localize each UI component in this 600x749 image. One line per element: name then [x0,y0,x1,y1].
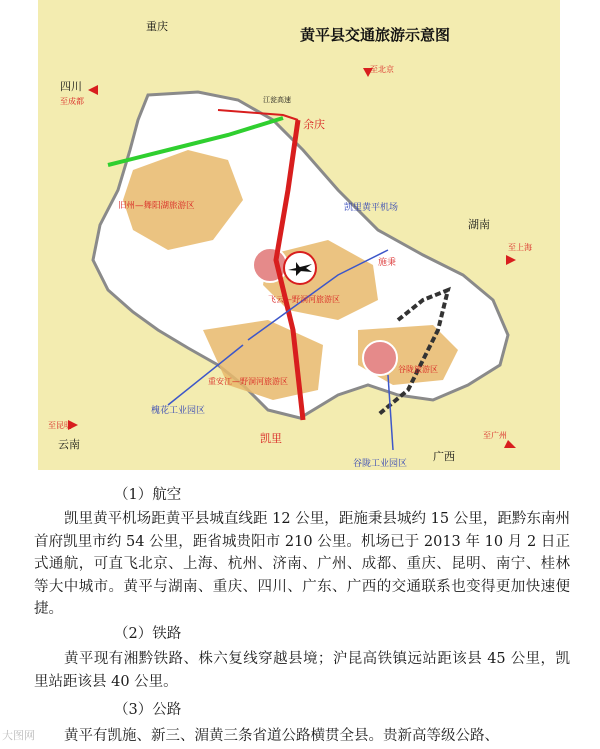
watermark: 大图网 [2,729,35,742]
label-area-gulong: 谷陇旅游区 [398,365,438,374]
label-to-shanghai: 至上海 [508,243,532,252]
label-park-huaihua: 槐花工业园区 [151,406,206,416]
label-chongqing: 重庆 [146,20,168,33]
section-body-highway: 黄平有凯施、新三、湄黄三条省道公路横贯全县。贵新高等级公路、 [64,728,499,744]
label-yunnan: 云南 [58,438,80,451]
label-to-guangzhou: 至广州 [483,431,507,440]
section-heading-highway: （3）公路 [114,702,182,718]
label-airport: 凯里黄平机场 [344,203,399,213]
label-to-kunming: 至昆明 [48,421,72,430]
town-circle-gulong [363,341,397,375]
section-heading-aviation: （1）航空 [114,487,182,503]
label-expressway: 江瓮高速 [263,96,291,104]
traffic-tourism-map [38,0,560,470]
label-hunan: 湖南 [468,218,490,231]
label-area-feiyun: 飞云—野洞河旅游区 [268,295,340,304]
label-guangxi: 广西 [433,450,455,463]
label-kaili: 凯里 [260,432,282,445]
label-yuqing: 余庆 [303,118,325,131]
section-body-aviation: 凯里黄平机场距黄平县城直线距 12 公里，距施秉县城约 15 公里，距黔东南州首府凯里市约 54 公里，距省城贵阳市 210 公里。机场已于 2013 年 10 月 2 日正式通航，可直飞北京、上海、杭州、济南、广州、成都、重庆、昆明、南宁、桂林等大中城市。黄平与湖南、重庆、四川、广东、广西的交通联系也变得更加快速便捷。 [34,511,570,617]
map-title: 黄平县交通旅游示意图 [300,26,451,44]
label-sichuan: 四川 [60,80,82,93]
label-shibing: 施秉 [378,258,397,268]
label-to-chengdu: 至成都 [60,97,84,106]
label-to-beijing: 至北京 [370,65,394,74]
label-area-wuyang: 重安江—野洞河旅游区 [208,377,288,386]
label-area-jiuzhou: 旧州—舞阳湖旅游区 [118,201,195,211]
section-heading-railway: （2）铁路 [114,626,182,642]
label-park-gulong: 谷陇工业园区 [353,459,408,469]
section-body-railway: 黄平现有湘黔铁路、株六复线穿越县境；沪昆高铁镇远站距该县 45 公里，凯里站距该县 40 公里。 [34,651,570,690]
